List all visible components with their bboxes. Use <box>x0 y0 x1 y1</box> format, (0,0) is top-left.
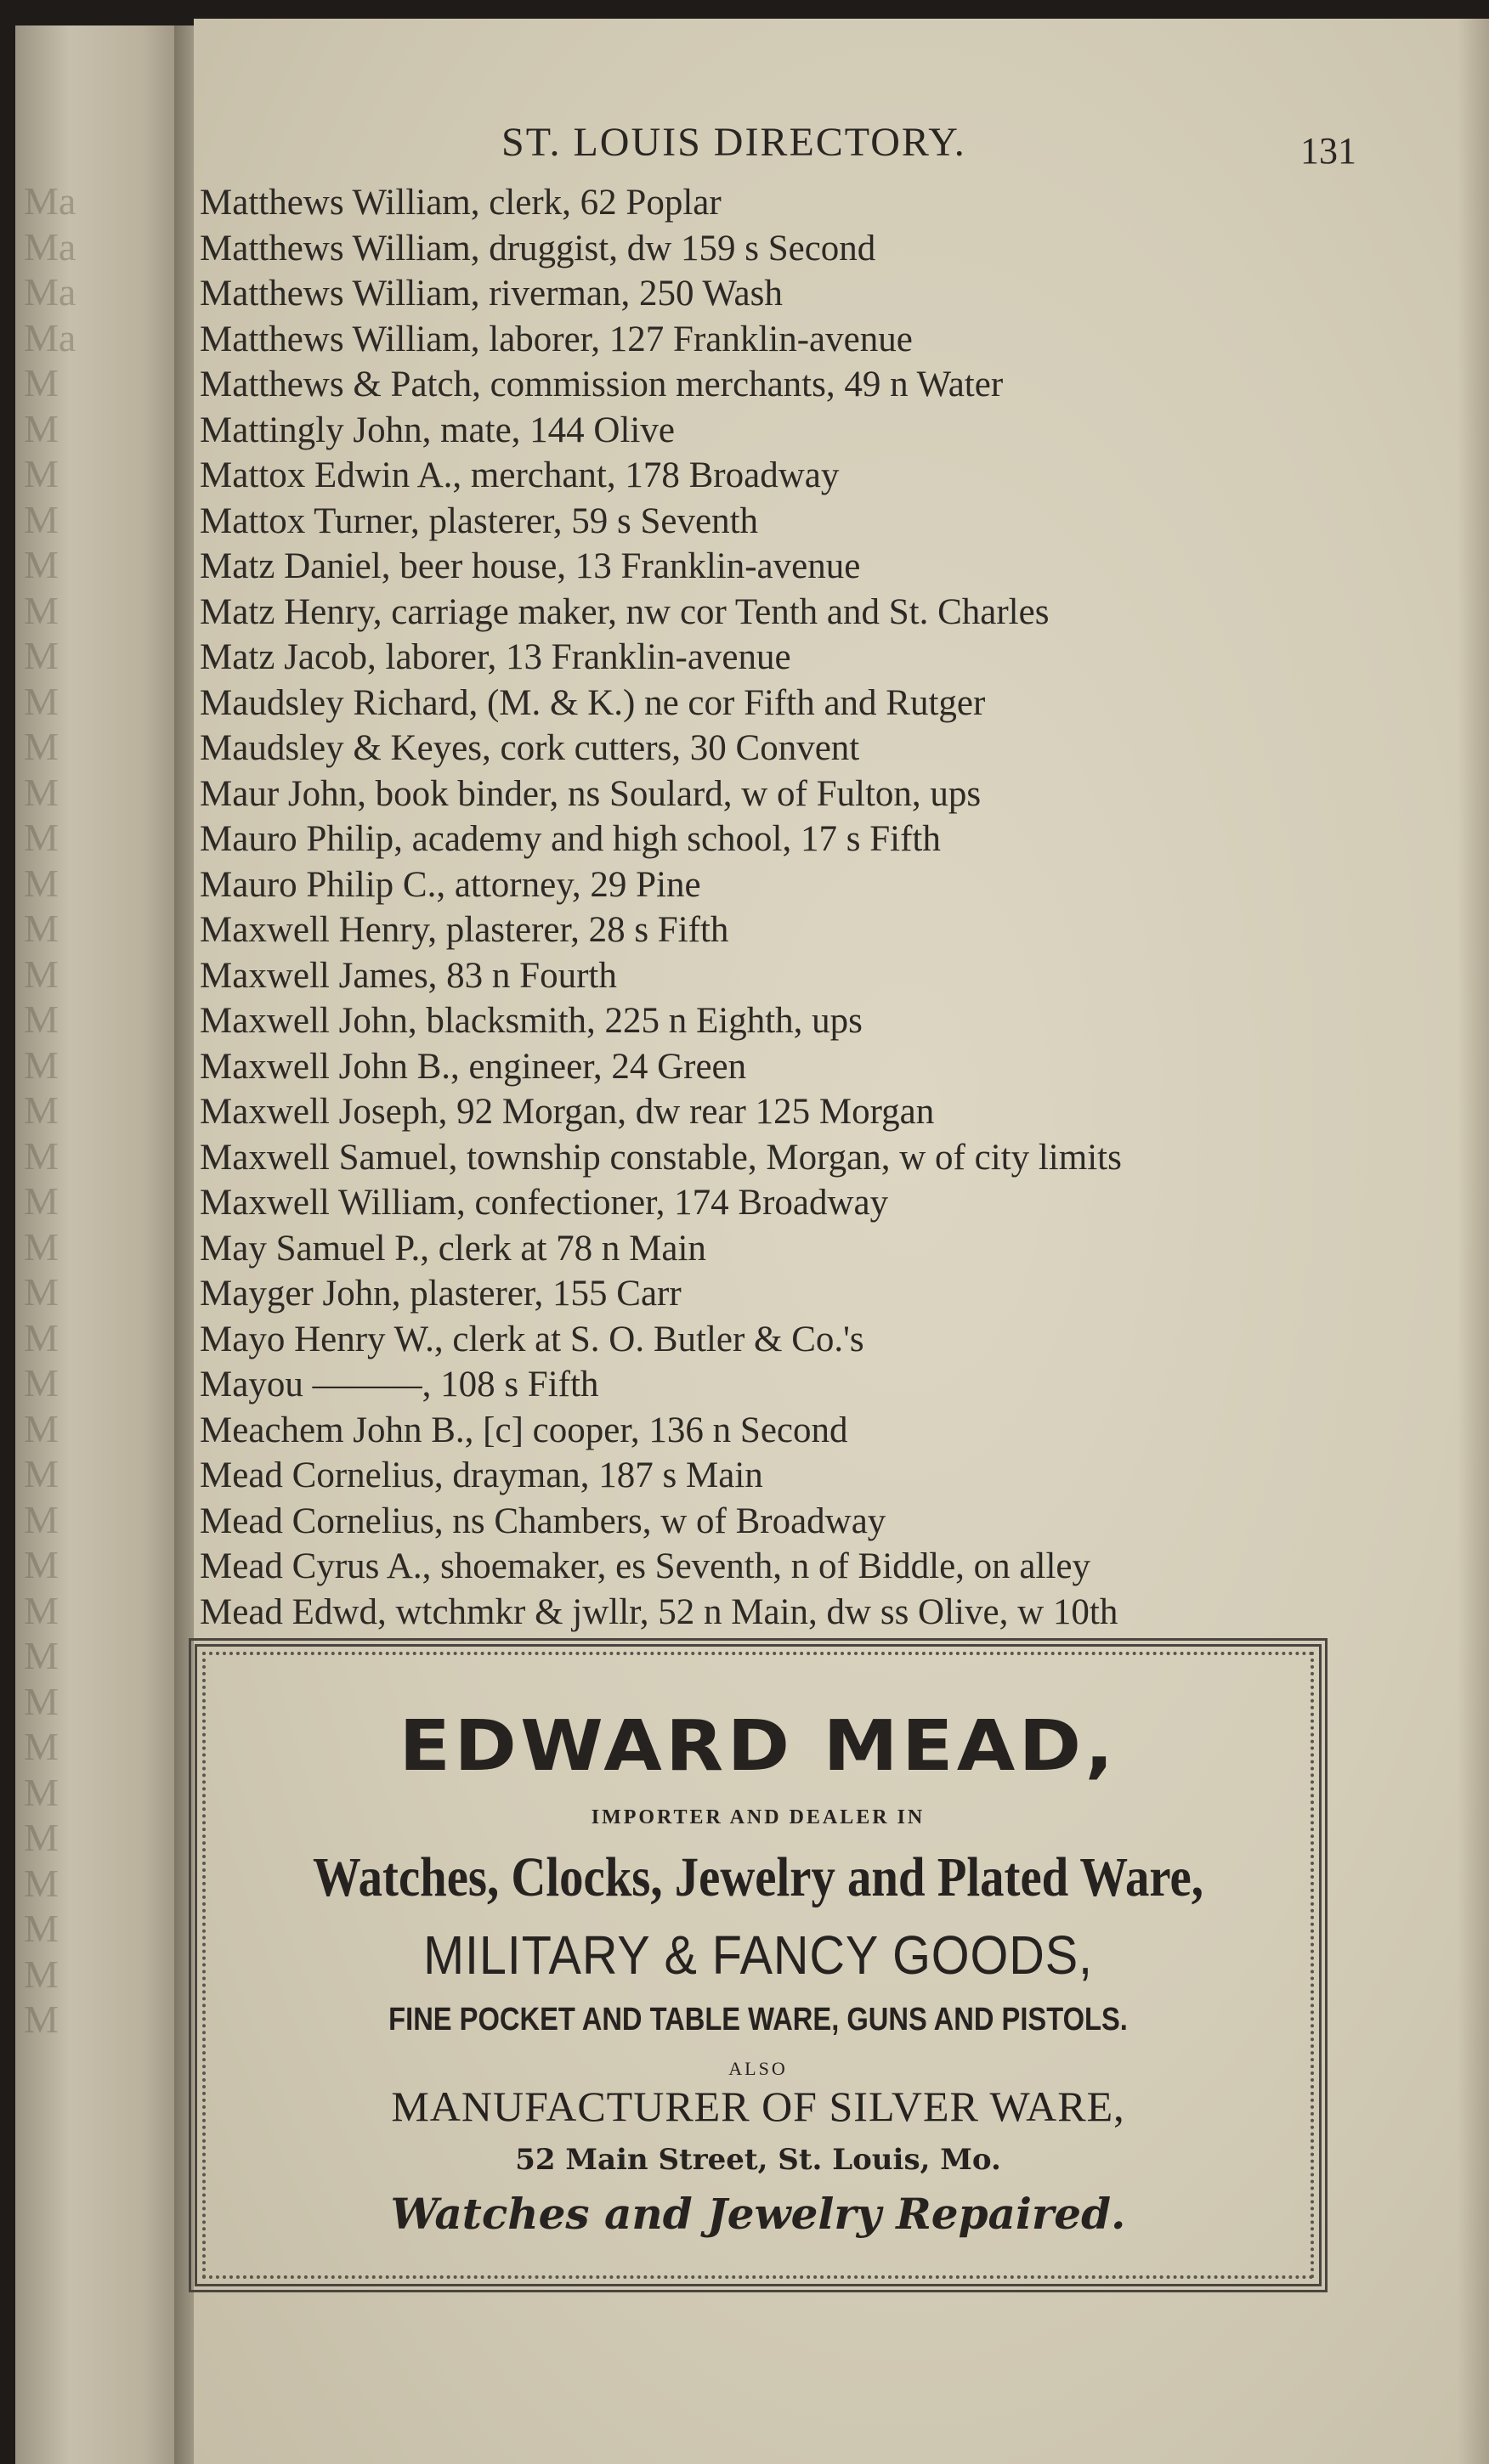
ad-watches-line: Watches, Clocks, Jewelry and Plated Ware, <box>313 1846 1203 1908</box>
ad-address-line: 52 Main Street, St. Louis, Mo. <box>515 2143 1001 2177</box>
directory-entry: Mayo Henry W., clerk at S. O. Butler & Co.'s <box>200 1319 864 1359</box>
directory-entry: Maxwell Samuel, township constable, Morgan, w of city limits <box>200 1137 1122 1178</box>
directory-entry: Mattingly John, mate, 144 Olive <box>200 410 675 450</box>
directory-entry: Matthews William, riverman, 250 Wash <box>200 274 783 314</box>
directory-entry: Mattox Turner, plasterer, 59 s Seventh <box>200 500 759 541</box>
directory-entry: Mayou ———, 108 s Fifth <box>200 1365 599 1404</box>
left-page-edge <box>15 25 198 2464</box>
ad-also-line: ALSO <box>728 2058 788 2079</box>
ad-importer-line: IMPORTER AND DEALER IN <box>591 1806 926 1828</box>
directory-entry: Matthews William, clerk, 62 Poplar <box>200 183 722 223</box>
directory-entry: Mead Cornelius, drayman, 187 s Main <box>200 1455 763 1495</box>
left-page-faded-text: Ma Ma Ma Ma M M M M M M M M M M M M M M M M M M M M M M M M M M M M M M M M M M M M M <box>24 179 76 2041</box>
edward-mead-advertisement <box>189 1638 1328 2292</box>
ad-manufacturer-line: MANUFACTURER OF SILVER WARE, <box>391 2083 1125 2130</box>
directory-entry: Meachem John B., [c] cooper, 136 n Second <box>200 1410 848 1450</box>
directory-entry: Mattox Edwin A., merchant, 178 Broadway <box>200 455 840 495</box>
ad-repaired-line: Watches and Jewelry Repaired. <box>390 2189 1126 2239</box>
ad-business-name: EDWARD MEAD, <box>399 1706 1118 1787</box>
directory-entry: Maur John, book binder, ns Soulard, w of Fulton, ups <box>200 773 982 814</box>
directory-entry: Maxwell John, blacksmith, 225 n Eighth, ups <box>200 1001 863 1041</box>
directory-entry: Matz Daniel, beer house, 13 Franklin-avenue <box>200 546 861 586</box>
ad-military-line: MILITARY & FANCY GOODS, <box>423 1924 1093 1986</box>
directory-entry: Maxwell John B., engineer, 24 Green <box>200 1046 747 1087</box>
page-edge-shadow <box>1458 19 1489 2464</box>
directory-entry: Maxwell Henry, plasterer, 28 s Fifth <box>200 910 729 950</box>
directory-entry: Matz Henry, carriage maker, nw cor Tenth and St. Charles <box>200 591 1050 632</box>
directory-entry: May Samuel P., clerk at 78 n Main <box>200 1228 706 1269</box>
directory-entry: Matthews William, laborer, 127 Franklin-avenue <box>200 319 913 359</box>
directory-entry: Maudsley Richard, (M. & K.) ne cor Fifth and Rutger <box>200 682 986 723</box>
directory-entry: Mead Cornelius, ns Chambers, w of Broadway <box>200 1500 886 1541</box>
page-number: 131 <box>1300 130 1356 172</box>
directory-entry: Matz Jacob, laborer, 13 Franklin-avenue <box>200 637 791 677</box>
directory-entry: Maudsley & Keyes, cork cutters, 30 Convent <box>200 728 860 768</box>
ad-fine-ware-line: FINE POCKET AND TABLE WARE, GUNS AND PISTOLS. <box>388 2002 1128 2037</box>
directory-entry: Maxwell William, confectioner, 174 Broadway <box>200 1183 889 1223</box>
directory-entry: Matthews William, druggist, dw 159 s Second <box>200 228 876 268</box>
directory-entry: Matthews & Patch, commission merchants, 49 n Water <box>200 365 1004 404</box>
directory-entry: Mauro Philip, academy and high school, 17 s Fifth <box>200 819 941 859</box>
directory-entry: Mead Edwd, wtchmkr & jwllr, 52 n Main, dw ss Olive, w 10th <box>200 1591 1118 1632</box>
directory-entries <box>200 180 1356 1635</box>
directory-entry: Maxwell Joseph, 92 Morgan, dw rear 125 Morgan <box>200 1092 935 1132</box>
page-title: ST. LOUIS DIRECTORY. <box>501 120 966 165</box>
directory-entry: Mauro Philip C., attorney, 29 Pine <box>200 864 701 905</box>
directory-entry: Maxwell James, 83 n Fourth <box>200 955 617 996</box>
directory-entry: Mayger John, plasterer, 155 Carr <box>200 1274 682 1314</box>
directory-entry: Mead Cyrus A., shoemaker, es Seventh, n of Biddle, on alley <box>200 1546 1090 1586</box>
